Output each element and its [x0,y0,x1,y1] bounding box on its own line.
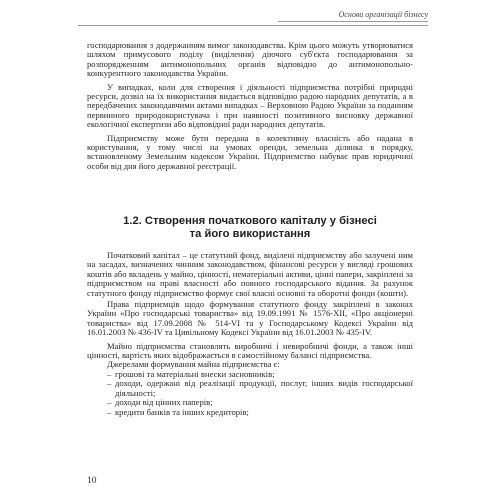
section-heading-line-1: 1.2. Створення початкового капіталу у бізнесі [123,215,377,227]
paragraph-property-sources: Джерелами формування майна підприємства є: [107,359,280,370]
section-heading-line-2: та його використання [189,228,311,240]
running-header: Основи організації бізнесу [278,10,428,22]
paragraph-natural-resources: У випадках, коли для створення і діяльності підприємства потрібні природні ресурси, дозвіл на їх використання видається відповідно радою народних депутатів, а в передбачених законодавчими актами випадках – Верховною Радою України за поданням первинного природокористувача і при наявності позитивного висновку державної екологічної експертизи або відповідної ради народних депутатів. [87,81,413,130]
bottom-text-block [87,251,413,417]
paragraph-continuation: господарювання з додержанням вимог законодавства. Крім цього можуть утворюватися шляхом примусового поділу (виділення) діючого суб'єкта господарювання за розпорядженням антимонопольних органів відповідно до антимонопольно-конкурентного законодавства України. [87,40,413,79]
paragraph-entrepreneur-rights: Права підприємців щодо формування статутного фонду закріплені в законах України «Про господарські товариства» від 19.09.1991 № 1576-XII, «Про акціонерні товариства» від 17.09.2008 № 514-VI та у Господарському Кодексі України від 16.01.2003 № 436-IV та Цивільному Кодексі України від 16.01.2003 № 435-IV. [87,299,413,338]
property-sources-list [87,370,413,417]
list-item: – кредити банків та інших кредиторів; [87,408,413,417]
section-heading [87,215,413,241]
page-number: 10 [87,476,97,486]
list-item: – грошові та матеріальні внески засновників; [87,370,413,379]
paragraph-land-plot: Підприємству може бути передана в колективну власність або надана в користування, у тому числі на умовах оренди, земельна ділянка в порядку, встановленому Земельним кодексом України. Підприємство набуває прав юридичної особи від дня його державної реєстрації. [87,132,413,171]
list-item: – доходи від цінних паперів; [87,398,413,407]
paragraph-initial-capital: Початковий капітал – це статутний фонд, виділені підприємству або залучені ним на засадах, визначених чинним законодавством, фінансові ресурси у вигляді грошових коштів або вкладень у майно, цінності, нематеріальні активи, цінні папери, закріплені за підприємством на праві власності або повного господарського відання. За рахунок статутного фонду підприємство формує свої власні основні та оборотні фонди (кошти). [87,250,413,298]
list-item: – доходи, одержані від реалізації продукції, послуг, інших видів господарської діяльності; [87,379,413,398]
top-text-block [87,41,413,171]
header-rule [78,25,428,26]
paragraph-enterprise-property: Майно підприємства становлять виробничі і невиробничі фонди, а також інші цінності, вартість яких відображається в самостійному балансі підприємства. [87,340,413,361]
